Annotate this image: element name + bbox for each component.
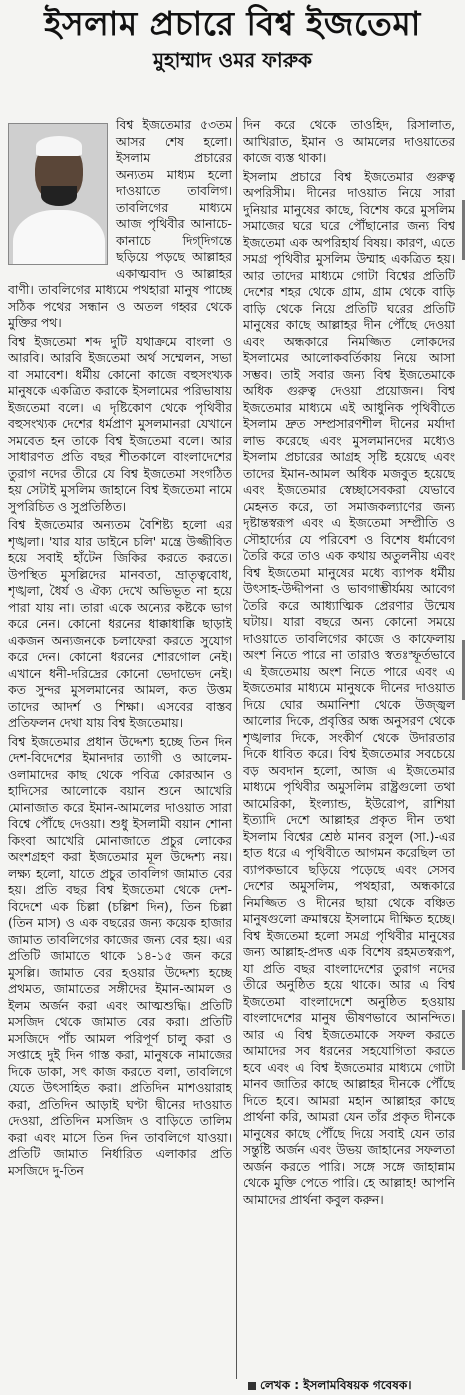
- article-title: ইসলাম প্রচারে বিশ্ব ইজতেমা: [44, 4, 421, 43]
- author-name: মুহাম্মাদ ওমর ফারুক: [152, 48, 313, 72]
- author-photo: [8, 123, 108, 265]
- article-column-right: [243, 117, 455, 1379]
- author-byline: [248, 1378, 458, 1393]
- paragraph: দিন করে থেকে তাওহিদ, রিসালাত, আখিরাত, ইমান ও আমলের দাওয়াতের কাজে ব্যস্ত থাকা।: [243, 118, 455, 165]
- photo-beard-shape: [41, 186, 77, 206]
- paragraph: বিশ্ব ইজতেমার ৫৩তম আসর শেষ হলো। ইসলাম প্রচারের অন্যতম মাধ্যম হলো দাওয়াতে তাবলিগ। তাবলিগের মাধ্যমে আজ পৃথিবীর আনাচে-কানাচে দিগ্‌দিগন্তে ছড়িয়ে পড়ছে আল্লাহর একাত্মবাদ ও আল্লাহর বাণী। তাবলিগের মাধ্যমে পথহারা মানুষ পাচ্ছে সঠিক পথের সন্ধান ও অতল গহ্বর থেকে মুক্তির পথ।: [8, 118, 232, 330]
- photo-body-shape: [13, 210, 105, 265]
- column-divider: [236, 117, 237, 1379]
- paragraph: বিশ্ব ইজতেমা শব্দ দুটি যথাক্রমে বাংলা ও আরবি। আরবি ইজতেমা অর্থ সম্মেলন, সভা বা সমাবেশ। ধর্মীয় কোনো কাজে বহুসংখ্যক মানুষকে একত্রিত করাকে ইসলামের পরিভাষায় ইজতেমা বলে। এ দৃষ্টিকোণ থেকে পৃথিবীর বহুসংখ্যক দেশের ধর্মপ্রাণ মুসলমানরা যেখানে সমবেত হন তাকে বিশ্ব ইজতেমা বলে। আর সাধারণত প্রতি বছর শীতকালে বাংলাদেশের তুরাগ নদের তীরে যে বিশ্ব ইজতেমা সংগঠিত হয় সেটাই মুসলিম জাহানে বিশ্ব ইজতেমা নামে সুপরিচিত ও সুপ্রতিষ্ঠিত।: [8, 334, 232, 514]
- article-column-left: [8, 117, 232, 1379]
- photo-cap-shape: [36, 136, 82, 156]
- square-bullet-icon: [248, 1382, 256, 1390]
- paragraph: ইসলাম প্রচারে বিশ্ব ইজতেমার গুরুত্ব অপরিসীম। দীনের দাওয়াত নিয়ে সারা দুনিয়ার মানুষের কাছে, বিশেষ করে মুসলিম সমাজের ঘরে ঘরে পৌঁছানোর জন্য বিশ্ব ইজতেমা এক অপরিহার্য বিষয়। কারণ, এতে সমগ্র পৃথিবীর মুসলিম উম্মাহ একত্রিত হয়। আর তাদের মাধ্যমে গোটা বিশ্বের প্রতিটি দেশের শহর থেকে গ্রাম, গ্রাম থেকে বাড়ি বাড়ি থেকে নিয়ে প্রতিটি ঘরের প্রতিটি মানুষের কাছে আল্লাহর দীন পৌঁছে দেওয়া এবং অন্ধকারে নিমজ্জিত লোকদের ইসলামের আলোকবর্তিকায় নিয়ে আসা সম্ভব। তাই সবার জন্য বিশ্ব ইজতেমাকে অধিক গুরুত্ব দেওয়া প্রয়োজন। বিশ্ব ইজতেমার মাধ্যমে এই আধুনিক পৃথিবীতে ইসলাম দ্রুত সম্প্রসারণশীল দীনের মর্যাদা লাভ করেছে এবং মুসলমানদের মধ্যেও ইসলাম প্রচারের আগ্রহ সৃষ্টি হয়েছে এবং তাদের ইমান-আমল অধিক মজবুত হয়েছে এবং ইজতেমার স্বেচ্ছাসেবকরা যেভাবে মেহনত করে, তা সমাজকল্যাণের জন্য দৃষ্টান্তস্বরূপ এবং এ ইজতেমা সম্প্রীতি ও সৌহার্দ্যের যে পরিবেশ ও বিশেষ ধর্মাবেগ তৈরি করে তাও এক কথায় অতুলনীয় এবং বিশ্ব ইজতেমা মানুষের মধ্যে ব্যাপক ধর্মীয় উৎসাহ-উদ্দীপনা ও ভাবগাম্ভীর্যময় আবেগ তৈরি করে আধ্যাত্মিক প্রেরণার উন্মেষ ঘটায়। যারা বছরে অন্য কোনো সময়ে দাওয়াতে তাবলিগের কাজে ও কাফেলায় অংশ নিতে পারে না তারাও স্বতঃস্ফূর্তভাবে এ ইজতেমায় অংশ নিতে পারে এবং এ ইজতেমার মাধ্যমে মানুষকে দীনের দাওয়াত দিয়ে ঘোর অমানিশা থেকে উজ্জ্বল আলোর দিকে, প্রবৃত্তির অন্ধ অনুসরণ থেকে শৃঙ্খলার দিকে, সংকীর্ণ থেকে উদারতার দিকে ধাবিত করে। বিশ্ব ইজতেমার সবচেয়ে বড় অবদান হলো, আজ এ ইজতেমার মাধ্যমে পৃথিবীর অমুসলিম রাষ্ট্রগুলো তথা আমেরিকা, ইংল্যান্ড, ইউরোপ, রাশিয়া ইত্যাদি দেশে আল্লাহর প্রকৃত দীন তথা ইসলাম বিশ্বের শ্রেষ্ঠ মানব রসুল (সা.)-এর হাত ধরে এ পৃথিবীতে আগমন করেছিল তা ব্যাপকভাবে ছড়িয়ে পড়েছে এবং সেসব দেশের অমুসলিম, পথহারা, অন্ধকারে নিমজ্জিত ও দীনের ছায়া থেকে বঞ্চিত মানুষগুলো ক্রমান্বয়ে ইসলামে দীক্ষিত হচ্ছে। বিশ্ব ইজতেমা হলো সমগ্র পৃথিবীর মানুষের জন্য আল্লাহ-প্রদত্ত এক বিশেষ রহমতস্বরূপ, যা প্রতি বছর বাংলাদেশের তুরাগ নদের তীরে অনুষ্ঠিত হয়ে থাকে। আর এ বিশ্ব ইজতেমা বাংলাদেশে অনুষ্ঠিত হওয়ায় বাংলাদেশের মানুষ ভীষণভাবে আনন্দিত। আর এ বিশ্ব ইজতেমাকে সফল করতে আমাদের সব ধরনের সহযোগিতা করতে হবে এবং এ বিশ্ব ইজতেমার মাধ্যমে গোটা মানব জাতির কাছে আল্লাহর দীনকে পৌঁছে দিতে হবে। আমরা মহান আল্লাহর কাছে প্রার্থনা করি, আমরা যেন তাঁর প্রকৃত দীনকে মানুষের কাছে পৌঁছে দিয়ে সবাই যেন তার সন্তুষ্টি অর্জন এবং উভয় জাহানের সফলতা অর্জন করতে পারি। সঙ্গে সঙ্গে জাহান্নাম থেকে মুক্তি পেতে পারি। হে আল্লাহ! আপনি আমাদের প্রার্থনা কবুল করুন।: [243, 169, 455, 1207]
- paragraph: বিশ্ব ইজতেমার অন্যতম বৈশিষ্ট্য হলো এর শৃঙ্খলা। 'যার যার ডাইনে চলি' মন্ত্রে উজ্জীবিত হয়ে সবাই হাঁটেন জিকির করতে করতে। উপস্থিত মুসল্লিদের মানবতা, ভ্রাতৃত্ববোধ, শৃঙ্খলা, ধৈর্য ও ঐক্য দেখে অভিভূত না হয়ে পারা যায় না। তারা একে অন্যের কষ্টকে ভাগ করে নেন। কোনো ধরনের ধাক্কাধাক্কি ছাড়াই একজন অন্যজনকে চলাফেরা করতে সুযোগ করে দেন। কোনো ধরনের শোরগোল নেই। এখানে ধনী-দরিদ্রের কোনো ভেদাভেদ নেই। কত সুন্দর মুসলমানের আমল, কত উত্তম তাদের আদর্শ ও শিক্ষা। এসবের বাস্তব প্রতিফলন দেখা যায় বিশ্ব ইজতেমায়।: [8, 518, 232, 730]
- byline-text: লেখক : ইসলামবিষয়ক গবেষক।: [260, 1378, 412, 1392]
- paragraph: বিশ্ব ইজতেমার প্রধান উদ্দেশ্য হচ্ছে তিন দিন দেশ-বিদেশের ইমানদার ত্যাগী ও আলেম-ওলামাদের কাছ থেকে পবিত্র কোরআন ও হাদিসের আলোকে বয়ান শুনে আখেরি মোনাজাত করে ইমান-আমলের দাওয়াত সারা বিশ্বে পৌঁছে দেওয়া। শুধু ইসলামী বয়ান শোনা কিংবা আখেরি মোনাজাতে প্রচুর লোকের অংশগ্রহণ করা ইজতেমার মূল উদ্দেশ্য নয়। লক্ষ্য হলো, যাতে প্রচুর তাবলিগ জামাত বের হয়। প্রতি বছর বিশ্ব ইজতেমা থেকে দেশ-বিদেশে এক চিল্লা (চল্লিশ দিন), তিন চিল্লা (তিন মাস) ও এক বছরের জন্য কয়েক হাজার জামাত তাবলিগের কাজের জন্য বের হয়। এর প্রতিটি জামাতে থাকে ১৪-১৫ জন করে মুসল্লি। জামাত বের হওয়ার উদ্দেশ্য হচ্ছে প্রথমত, জামাতের সঙ্গীদের ইমান-আমল ও ইলম অর্জন করা এবং আত্মশুদ্ধি। প্রতিটি মসজিদ থেকে জামাত বের করা। প্রতিটি মসজিদে পাঁচ আমল পরিপূর্ণ চালু করা ও সপ্তাহে দুই দিন গাস্ত করা, মানুষকে নামাজের দিকে ডাকা, সৎ কাজ করতে বলা, তাবলিগে যেতে উৎসাহিত করা। প্রতিদিন মাশওয়ারাহ করা, প্রতিদিন আড়াই ঘণ্টা দ্বীনের দাওয়াত দেওয়া, প্রতিদিন মসজিদ ও বাড়িতে তালিম করা এবং মাসে তিন দিন তাবলিগে যাওয়া। প্রতিটি জামাত নির্ধারিত এলাকার প্রতি মসজিদে দু-তিন: [8, 734, 232, 1178]
